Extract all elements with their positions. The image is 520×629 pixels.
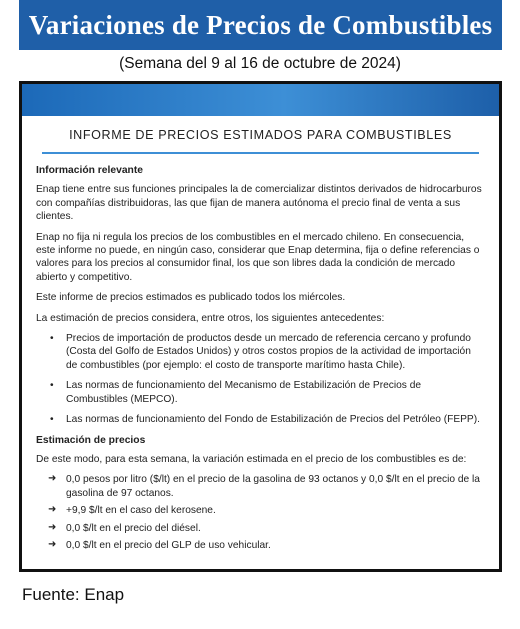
list-item bbox=[36, 413, 485, 426]
bullet-icon: • bbox=[50, 333, 54, 345]
list-item-text: Precios de importación de productos desde un mercado de referencia cercano y profundo (Costa del Golfo de Estados Unidos) y otros costos propios de la actividad de importación de combustibles (por ejemplo: el costo de transporte marítimo hasta Chile). bbox=[66, 333, 471, 371]
report-heading: INFORME DE PRECIOS ESTIMADOS PARA COMBUSTIBLES bbox=[42, 128, 479, 154]
section-title-price-estimate: Estimación de precios bbox=[36, 434, 146, 446]
antecedents-list bbox=[36, 332, 485, 426]
bullet-icon: • bbox=[50, 414, 54, 426]
section-title-relevant-info: Información relevante bbox=[36, 165, 144, 176]
bullet-icon: • bbox=[50, 380, 54, 392]
list-item-text: 0,0 pesos por litro ($/lt) en el precio de la gasolina de 93 octanos y 0,0 $/lt en el precio de la gasolina de 97 octanos. bbox=[66, 474, 480, 499]
paragraph-1: Enap tiene entre sus funciones principales la de comercializar distintos derivados de hidrocarburos con compañías distribuidoras, las que fijan de manera autónoma el precio final de venta a sus clientes. bbox=[36, 184, 482, 223]
list-item-text: 0,0 $/lt en el precio del diésel. bbox=[66, 522, 201, 534]
list-item bbox=[36, 539, 485, 552]
list-item bbox=[36, 504, 485, 517]
paragraph-2: Enap no fija ni regula los precios de los combustibles en el mercado chileno. En consecuencia, este informe no puede, en ningún caso, considerar que Enap determina, fija o define referencias o valores para los precios al consumidor final, los que son libres dada la condición de mercado abierto y competitivo. bbox=[36, 231, 480, 283]
paragraph-5: De este modo, para esta semana, la variación estimada en el precio de los combustibles es de: bbox=[36, 453, 467, 465]
arrow-right-icon: ➜ bbox=[48, 521, 57, 533]
list-item-text: 0,0 $/lt en el precio del GLP de uso vehicular. bbox=[66, 539, 271, 551]
list-item bbox=[36, 522, 485, 535]
page-title-banner bbox=[19, 0, 502, 50]
arrow-right-icon: ➜ bbox=[48, 538, 57, 550]
report-card bbox=[19, 81, 502, 572]
arrow-right-icon: ➜ bbox=[48, 473, 57, 485]
page-subtitle: (Semana del 9 al 16 de octubre de 2024) bbox=[119, 55, 401, 72]
report-content bbox=[22, 154, 499, 552]
list-item bbox=[36, 332, 485, 372]
list-item-text: Las normas de funcionamiento del Fondo de Estabilización de Precios del Petróleo (FEPP). bbox=[66, 414, 480, 426]
paragraph-3: Este informe de precios estimados es publicado todos los miércoles. bbox=[36, 292, 346, 304]
list-item bbox=[36, 473, 485, 500]
paragraph-4: La estimación de precios considera, entre otros, los siguientes antecedentes: bbox=[36, 312, 385, 324]
arrow-right-icon: ➜ bbox=[48, 504, 57, 516]
list-item-text: +9,9 $/lt en el caso del kerosene. bbox=[66, 505, 216, 517]
estimates-list bbox=[36, 473, 485, 552]
report-header-band bbox=[22, 84, 499, 116]
page-title: Variaciones de Precios de Combustibles bbox=[28, 9, 493, 40]
source-note: Fuente: Enap bbox=[22, 585, 125, 604]
list-item bbox=[36, 379, 485, 406]
list-item-text: Las normas de funcionamiento del Mecanismo de Estabilización de Precios de Combustibles (MEPCO). bbox=[66, 380, 422, 405]
